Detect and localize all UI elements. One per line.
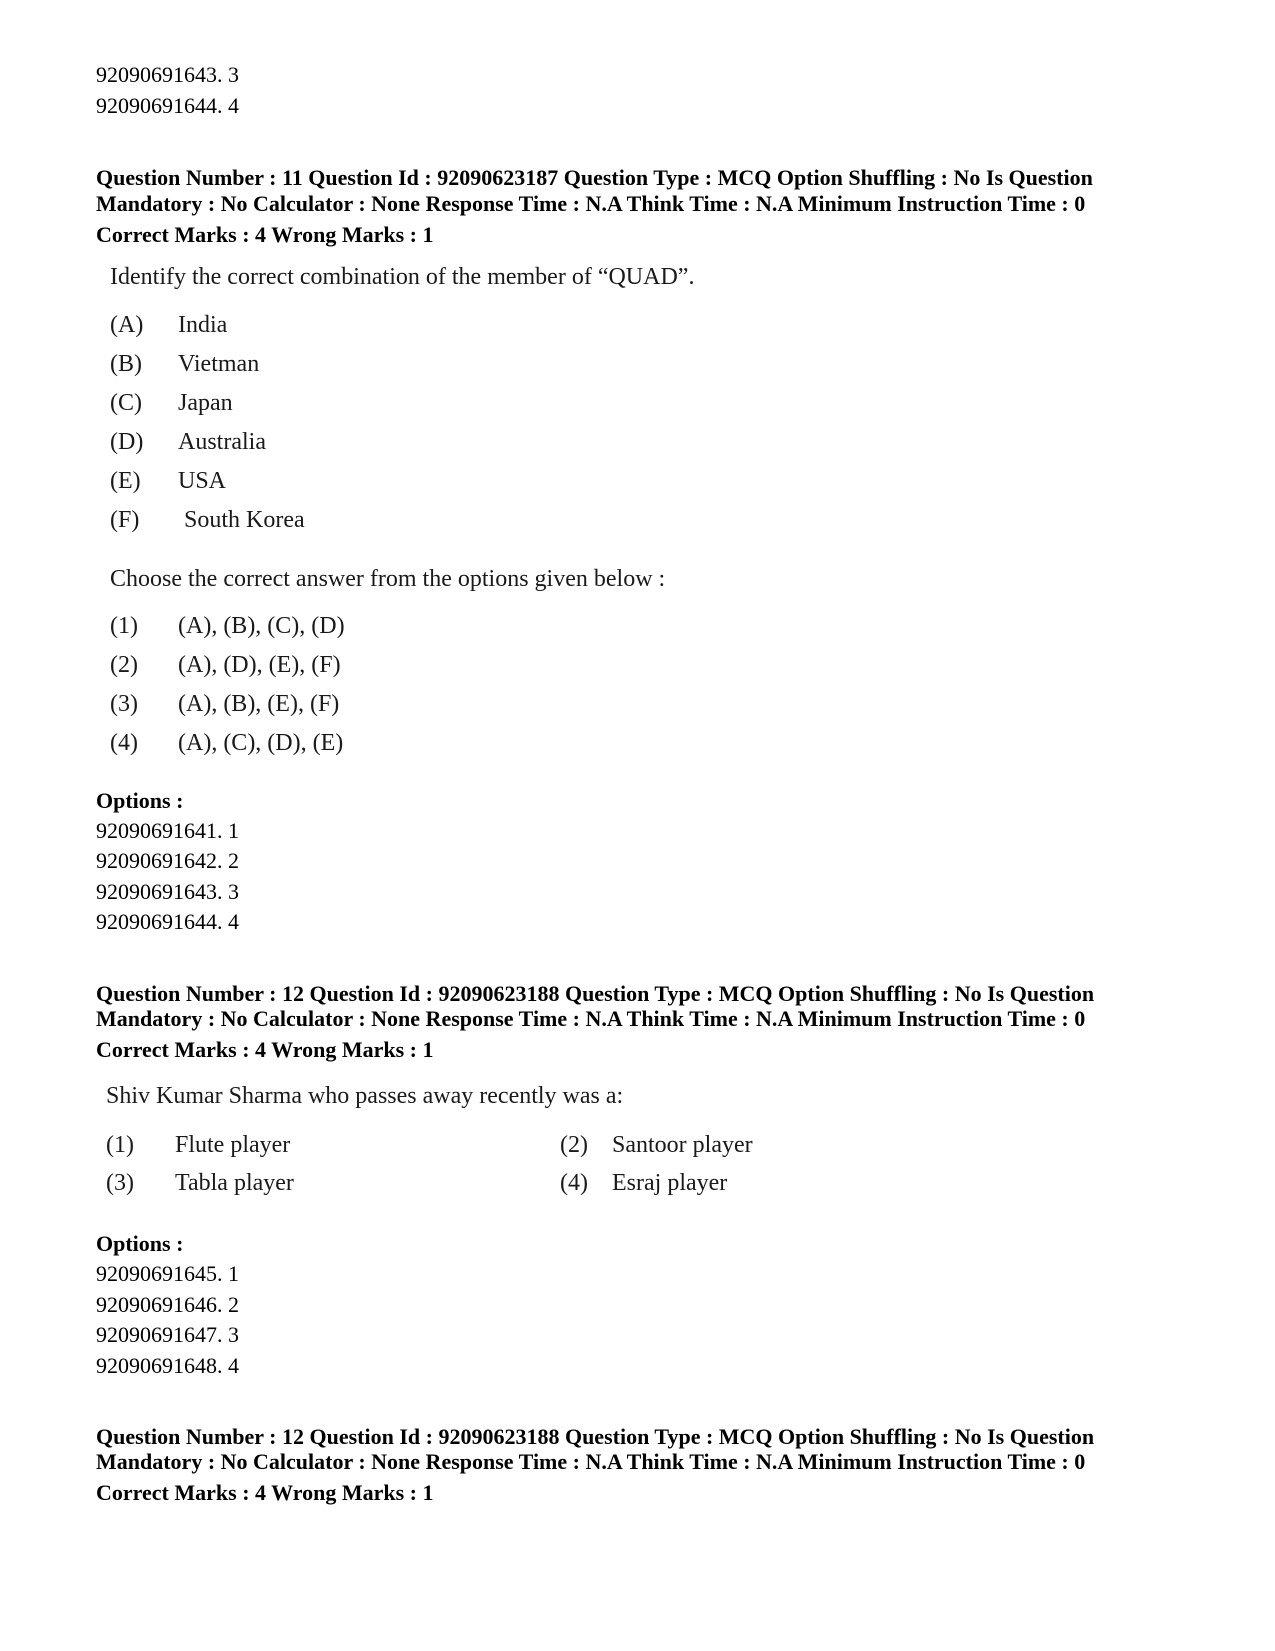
q11-instruction: Choose the correct answer from the options given below : (110, 566, 666, 592)
option-line: 92090691646. 2 (96, 1292, 239, 1317)
q11-header-line3: Correct Marks : 4 Wrong Marks : 1 (96, 222, 434, 247)
q11-item-text: Vietman (178, 351, 260, 377)
q11-item-label: (D) (110, 429, 144, 455)
q11-choice-text: (A), (D), (E), (F) (178, 652, 341, 678)
q12-choice-text: Santoor player (612, 1132, 753, 1158)
q12-choice-label: (2) (560, 1132, 588, 1158)
option-line: 92090691642. 2 (96, 848, 239, 873)
q11-choice-text: (A), (C), (D), (E) (178, 730, 344, 756)
q12-choice-label: (3) (106, 1170, 134, 1196)
q11-item-label: (B) (110, 351, 142, 377)
q11-choice-label: (1) (110, 613, 138, 639)
q11-item-label: (A) (110, 312, 144, 338)
option-line: 92090691644. 4 (96, 93, 239, 118)
q11-item-label: (F) (110, 507, 140, 533)
q11-choice-label: (2) (110, 652, 138, 678)
q12-question-text: Shiv Kumar Sharma who passes away recently was a: (106, 1083, 624, 1109)
q12-choice-text: Tabla player (175, 1170, 294, 1196)
q11-header-line1: Question Number : 11 Question Id : 92090623187 Question Type : MCQ Option Shuffling : No Is Question (96, 165, 1093, 190)
q11-choice-text: (A), (B), (C), (D) (178, 613, 345, 639)
q11-item-label: (C) (110, 390, 142, 416)
q12-header-line3: Correct Marks : 4 Wrong Marks : 1 (96, 1037, 434, 1062)
q11-item-text: Australia (178, 429, 266, 455)
q11-options-heading: Options : (96, 788, 184, 813)
q12-repeat-header-line3: Correct Marks : 4 Wrong Marks : 1 (96, 1480, 434, 1505)
option-line: 92090691644. 4 (96, 909, 239, 934)
q12-header-line2: Mandatory : No Calculator : None Response Time : N.A Think Time : N.A Minimum Instruction Time : 0 (96, 1006, 1086, 1031)
option-line: 92090691645. 1 (96, 1261, 239, 1286)
q11-question-text: Identify the correct combination of the member of “QUAD”. (110, 264, 695, 290)
option-line: 92090691648. 4 (96, 1353, 239, 1378)
q11-item-text: Japan (178, 390, 233, 416)
q12-choice-label: (1) (106, 1132, 134, 1158)
q12-choice-label: (4) (560, 1170, 588, 1196)
option-line: 92090691643. 3 (96, 62, 239, 87)
q12-header-line1: Question Number : 12 Question Id : 92090623188 Question Type : MCQ Option Shuffling : No Is Question (96, 981, 1095, 1006)
q12-choice-text: Esraj player (612, 1170, 728, 1196)
q11-item-text: South Korea (184, 507, 305, 533)
q12-repeat-header-line1: Question Number : 12 Question Id : 92090623188 Question Type : MCQ Option Shuffling : No Is Question (96, 1424, 1095, 1449)
q11-header-line2: Mandatory : No Calculator : None Response Time : N.A Think Time : N.A Minimum Instruction Time : 0 (96, 191, 1086, 216)
q11-item-label: (E) (110, 468, 141, 494)
q11-item-text: USA (178, 468, 227, 494)
option-line: 92090691647. 3 (96, 1322, 239, 1347)
q11-choice-label: (3) (110, 691, 138, 717)
q12-options-heading: Options : (96, 1231, 184, 1256)
option-line: 92090691641. 1 (96, 818, 239, 843)
option-line: 92090691643. 3 (96, 879, 239, 904)
q11-item-text: India (178, 312, 228, 338)
q12-choice-text: Flute player (175, 1132, 291, 1158)
q11-choice-label: (4) (110, 730, 138, 756)
q12-repeat-header-line2: Mandatory : No Calculator : None Response Time : N.A Think Time : N.A Minimum Instruction Time : 0 (96, 1449, 1086, 1474)
q11-choice-text: (A), (B), (E), (F) (178, 691, 340, 717)
